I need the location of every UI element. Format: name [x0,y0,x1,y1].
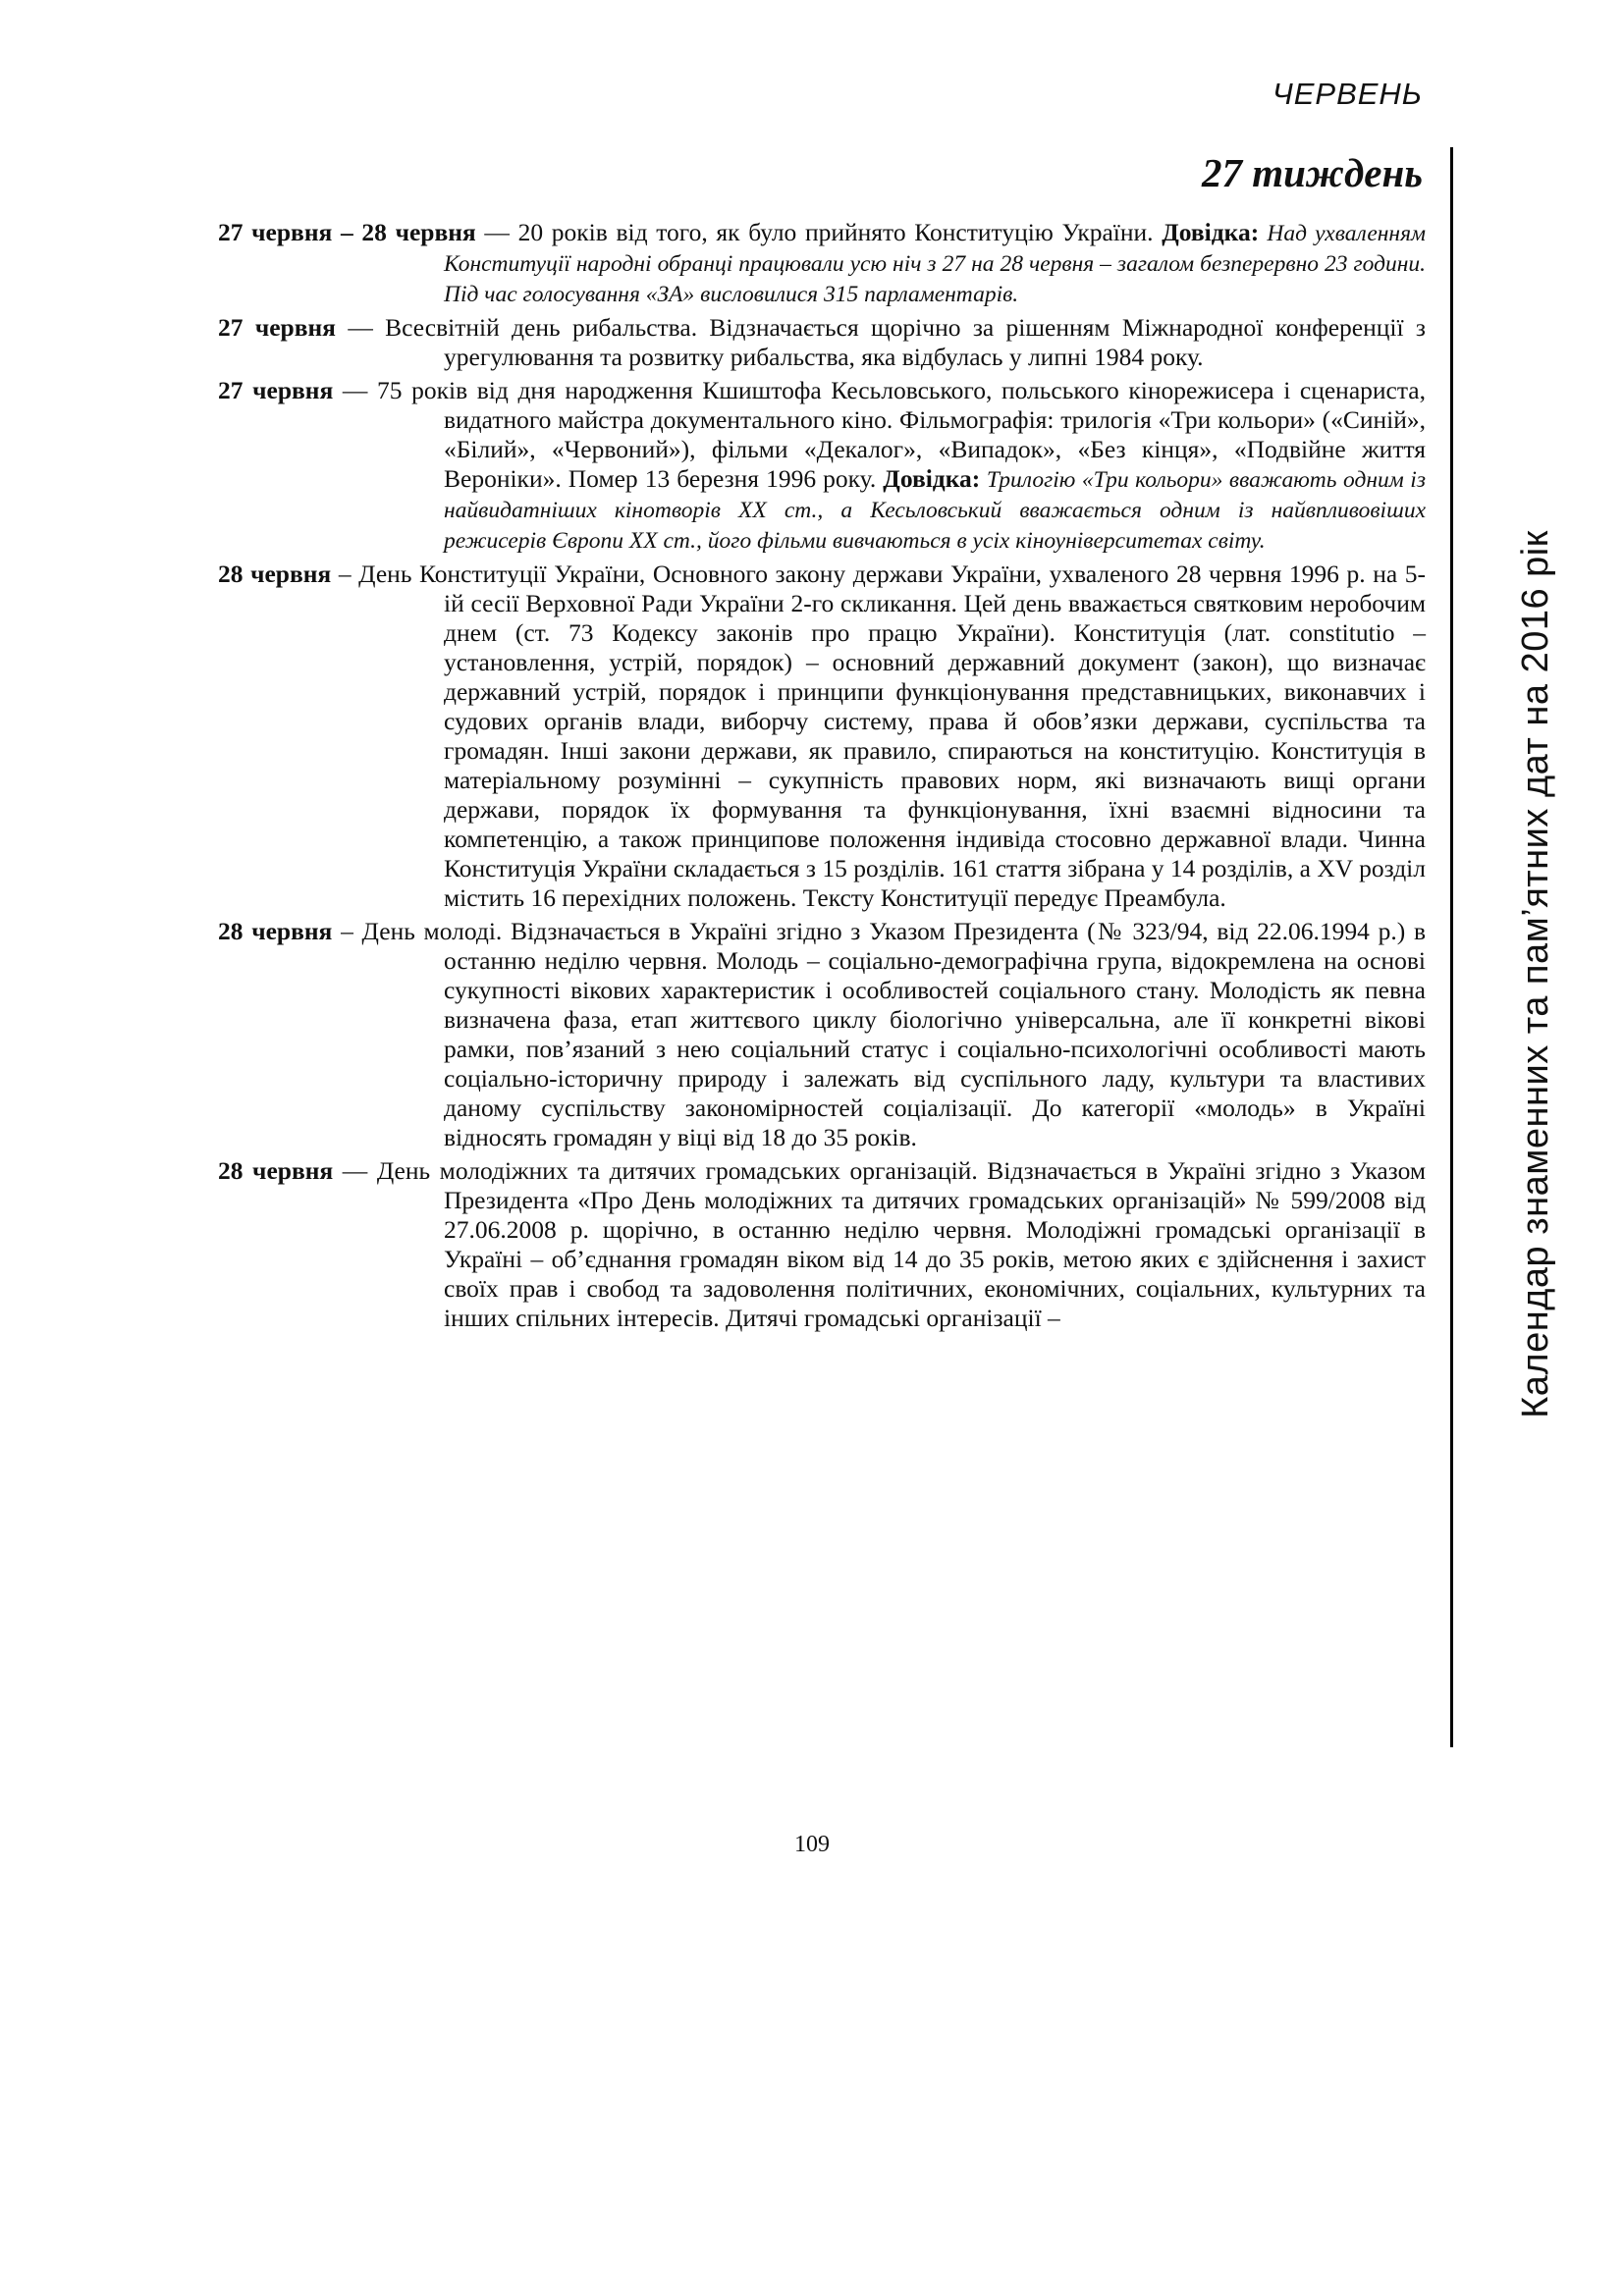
entry-date: 27 червня [218,313,336,342]
entry-fishing-day [218,313,1426,372]
entry-text: – День Конституції України, Основного закону держави України, ухваленого 28 червня 1996 р. на 5-ій сесії Верховної Ради України 2-го скликання. Цей день вважається святковим неробочим днем (ст. 73 Кодексу законів про працю України). Конституція (лат. constitutio – установлення, устрій, порядок) – основний державний документ (закон), що визначає державний устрій, порядок і принципи функціонування представницьких, виконавчих і судових органів влади, виборчу систему, права й обов’язки держави, суспільства та громадян. Інші закони держави, як правило, спираються на конституцію. Конституція в матеріальному розумінні – сукупність правових норм, які визначають вищі органи держави, порядок їх формування та функціонування, їхні взаємні відносини та компетенцію, а також принципове положення індивіда стосовно державної влади. Чинна Конституція України складається з 15 розділів. 161 стаття зібрана у 14 розділів, а XV розділ містить 16 перехідних положень. Тексту Конституції передує Преамбула. [331,560,1426,912]
entry-text: – День молоді. Відзначається в Україні згідно з Указом Президента (№ 323/94, від 22.06.1994 р.) в останню неділю червня. Молодь – соціально-демографічна група, відокремлена на основі сукупності вікових характеристик і особливостей соціального стану. Молодість як певна визначена фаза, етап життєвого циклу біологічно універсальна, але її конкретні вікові рамки, пов’язаний з нею соціальний статус і соціально-психологічні особливості мають соціально-історичну природу і залежать від суспільного ладу, культури та властивих даному суспільству закономірностей соціалізації. До категорії «молодь» в Україні відносять громадян у віці від 18 до 35 років. [332,917,1426,1151]
entry-text: — День молодіжних та дитячих громадських організацій. Відзначається в Україні згідно з Указом Президента «Про День молодіжних та дитячих громадських організацій» № 599/2008 від 27.06.2008 р. щорічно, в останню неділю червня. Молодіжні громадські організації в Україні – об’єднання громадян віком від 14 до 35 років, метою яких є здійснення і захист своїх прав і свобод та задоволення політичних, економічних, соціальних, культурних та інших спільних інтересів. Дитячі громадські організації – [333,1156,1426,1332]
entry-kieslowski [218,376,1426,556]
page-number: 109 [794,1832,830,1857]
sidebar-divider [1450,147,1453,1747]
note-label: Довідка: [1162,218,1260,246]
entry-youth-organizations-day [218,1156,1426,1333]
entry-date: 28 червня [218,917,333,945]
entry-text: — 20 років від того, як було прийнято Конституцію України. [475,218,1163,246]
entry-text: — Всесвітній день рибальства. Відзначається щорічно за рішенням Міжнародної конференції з урегулювання та розвитку рибальства, яка відбулась у липні 1984 року. [335,313,1426,371]
entry-youth-day [218,917,1426,1152]
entries-list [218,218,1426,1337]
sidebar-title: Календар знаменних та пам’ятних дат на 2016 рік [1514,529,1556,1418]
entry-date: 27 червня – 28 червня [218,218,476,246]
entry-date: 28 червня [218,1156,334,1185]
note-text: Над ухваленням Конституції народні обранці працювали усю ніч з 27 на 28 червня – загалом безперервно 23 години. Під час голосування «ЗА» висловилися 315 парламентарів. [444,221,1427,307]
sidebar [1485,454,1587,1494]
week-heading: 27 тиждень [1201,150,1423,195]
month-header: ЧЕРВЕНЬ [1272,77,1423,111]
entry-constitution-day [218,560,1426,913]
entry-date: 28 червня [218,560,332,588]
entry-date: 27 червня [218,376,334,404]
note-label: Довідка: [883,464,981,493]
entry-text: — 75 років від дня народження Кшиштофа Кесьловського, польського кінорежисера і сценариста, видатного майстра документального кіно. Фільмографія: трилогія «Три кольори» («Синій», «Білий», «Червоний»), фільми «Декалог», «Випадок», «Без кінця», «Подвійне життя Вероніки». Помер 13 березня 1996 року. [333,376,1427,493]
note-text: Трилогію «Три кольори» вважають одним із найвидатніших кінотворів XX ст., а Кесьловський вважається одним із найвпливовіших режисерів Європи XX ст., його фільми вивчаються в усіх кіноуніверситетах світу. [444,467,1426,554]
entry-constitution-anniversary [218,218,1426,309]
